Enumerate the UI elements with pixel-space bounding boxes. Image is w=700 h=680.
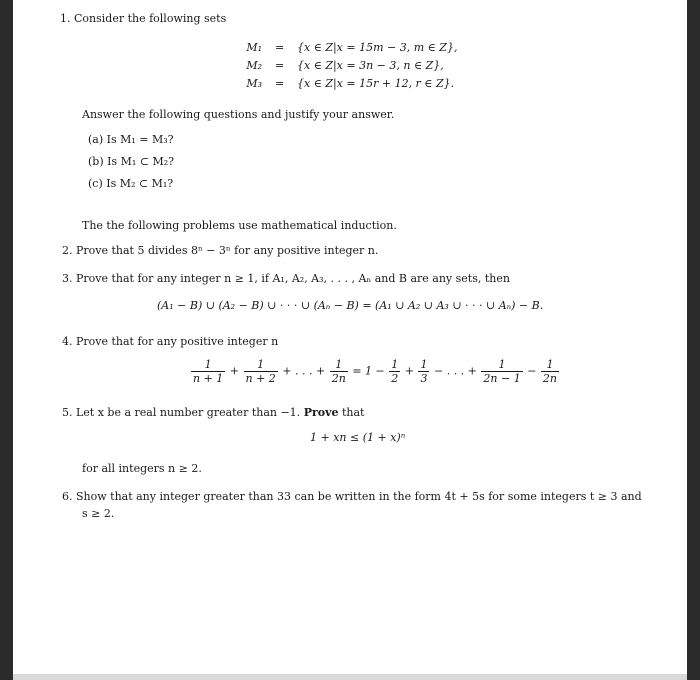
q5-text	[62, 406, 364, 419]
q5-tail: for all integers n ≥ 2.	[82, 462, 202, 475]
set-m3-eq: =	[275, 77, 285, 90]
q5-formula: 1 + xn ≤ (1 + x)ⁿ	[310, 431, 406, 444]
q5-text-pre: 5. Let x be a real number greater than −1.	[62, 406, 301, 419]
set-m2-lhs: M₂	[246, 59, 262, 72]
q1-part-c: (c) Is M₂ ⊂ M₁?	[88, 177, 174, 190]
set-m1-lhs: M₁	[246, 41, 262, 54]
q4-text: 4. Prove that for any positive integer n	[62, 335, 279, 348]
left-frame	[0, 0, 13, 680]
set-m2-eq: =	[275, 59, 285, 72]
q1-part-b: (b) Is M₁ ⊂ M₂?	[88, 155, 175, 168]
q4-frac-7: $\frac{1}{2n}$	[542, 358, 558, 385]
set-m3-rhs: {x ∈ Z|x = 15r + 12, r ∈ Z}.	[297, 77, 455, 90]
q4-frac-4: $\frac{1}{2}$	[391, 358, 399, 385]
q4-frac-5: $\frac{1}{3}$	[420, 358, 428, 385]
q3-formula: (A₁ − B) ∪ (A₂ − B) ∪ · · · ∪ (Aₙ − B) = (A₁ ∪ A₂ ∪ A₃ ∪ · · · ∪ Aₙ) − B.	[157, 299, 544, 312]
q4-equals: = 1 −	[352, 364, 385, 378]
set-m1-rhs: {x ∈ Z|x = 15m − 3, m ∈ Z},	[297, 41, 458, 54]
q4-dots-2: − . . . +	[433, 364, 477, 378]
q4-minus: −	[527, 364, 537, 378]
set-m1-eq: =	[275, 41, 285, 54]
q6-line-2: s ≥ 2.	[82, 507, 115, 520]
bottom-frame	[13, 674, 687, 680]
q6-line-1: 6. Show that any integer greater than 33 can be written in the form 4t + 5s for some integers t ≥ 3 and	[62, 490, 642, 503]
q4-dots-1: + . . . +	[282, 364, 326, 378]
q3-text: 3. Prove that for any integer n ≥ 1, if A₁, A₂, A₃, . . . , Aₙ and B are any sets, then	[62, 272, 510, 285]
q4-plus-1: +	[229, 364, 240, 378]
q1-instruction: Answer the following questions and justify your answer.	[82, 108, 395, 121]
right-frame	[687, 0, 700, 680]
q5-text-post: that	[341, 406, 365, 419]
q4-frac-3: $\frac{1}{2n}$	[331, 358, 346, 385]
q4-frac-2: $\frac{1}{n + 2}$	[245, 358, 276, 385]
q4-frac-6: $\frac{1}{2n - 1}$	[483, 358, 521, 385]
induction-intro: The the following problems use mathematical induction.	[82, 219, 397, 232]
set-m2-rhs: {x ∈ Z|x = 3n − 3, n ∈ Z},	[297, 59, 444, 72]
set-m3-lhs: M₃	[246, 77, 262, 90]
q4-frac-1: $\frac{1}{n + 1}$	[193, 358, 224, 385]
q2-text: 2. Prove that 5 divides 8ⁿ − 3ⁿ for any positive integer n.	[62, 244, 379, 257]
q1-label: 1. Consider the following sets	[60, 12, 227, 25]
q5-prove: Prove	[303, 406, 339, 419]
q4-plus-2: +	[404, 364, 414, 378]
q4-series-formula	[190, 358, 560, 385]
q1-part-a: (a) Is M₁ = M₃?	[88, 133, 174, 146]
